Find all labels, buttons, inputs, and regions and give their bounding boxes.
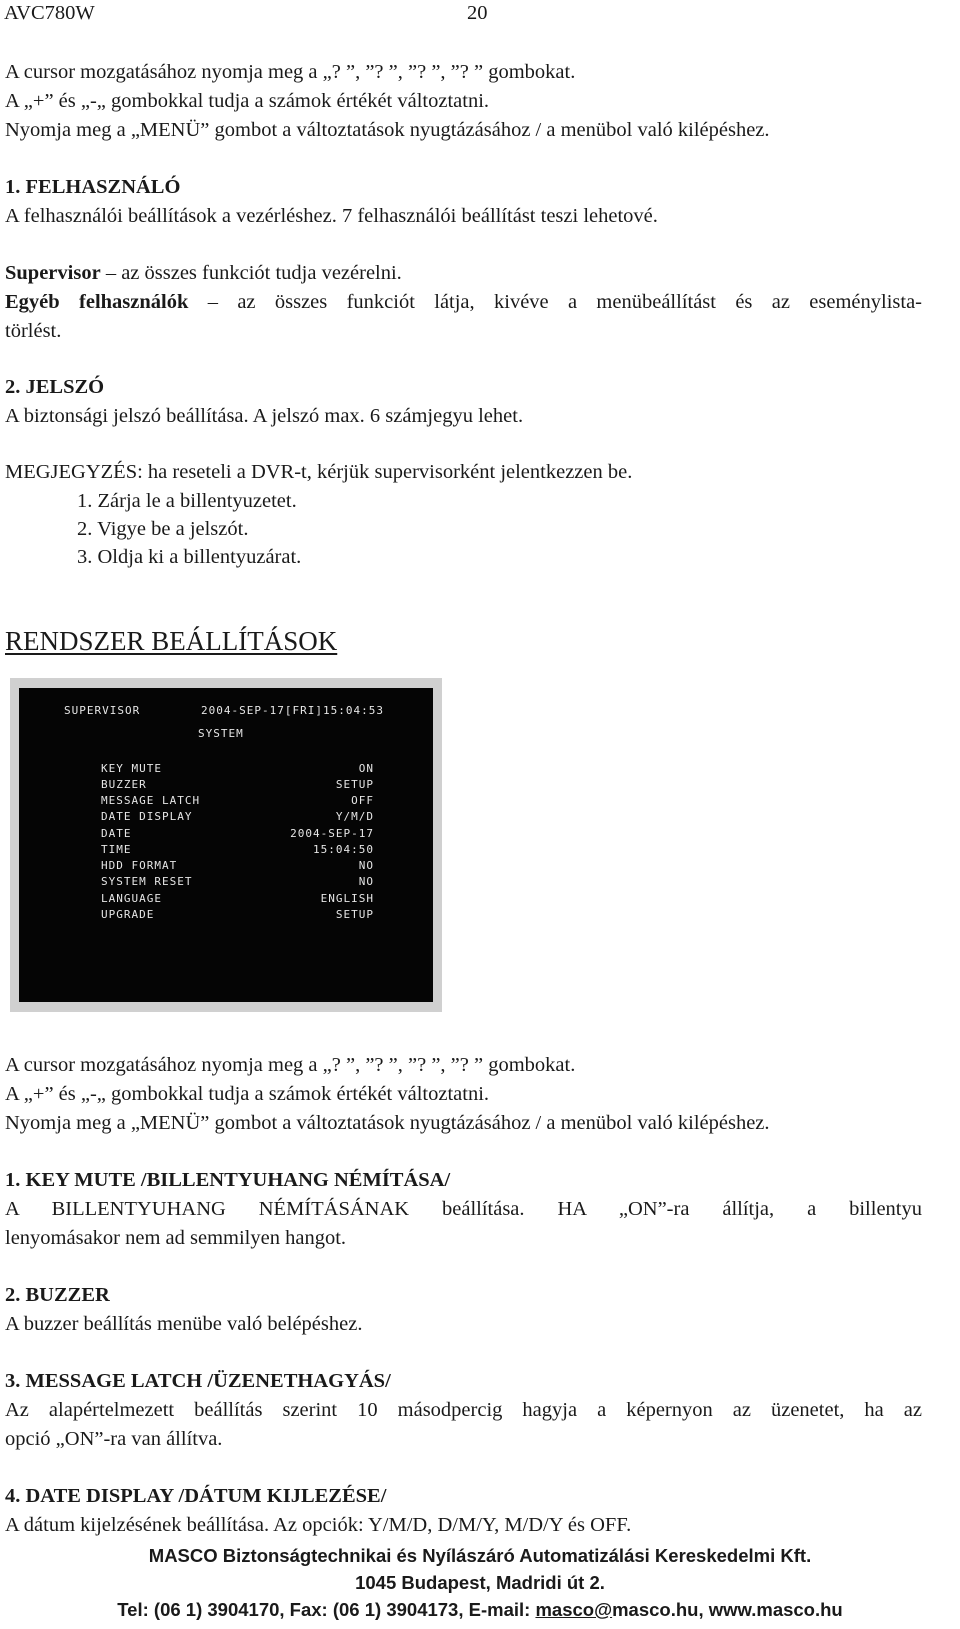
value-instruction: A „+” és „-„ gombokkal tudja a számok értékét változtatni. bbox=[5, 1083, 490, 1105]
osd-item-label: UPGRADE bbox=[101, 908, 155, 921]
footer-address: 1045 Budapest, Madridi út 2. bbox=[355, 1572, 605, 1593]
osd-menu-title: SYSTEM bbox=[198, 727, 244, 740]
osd-item-label: DATE DISPLAY bbox=[101, 810, 193, 823]
system-settings-heading: RENDSZER BEÁLLÍTÁSOK bbox=[5, 626, 338, 656]
page-number: 20 bbox=[467, 2, 488, 24]
osd-item-value: NO bbox=[358, 859, 374, 872]
user-description: A felhasználói beállítások a vezérléshez. 7 felhasználói beállítást teszi lehetové. bbox=[5, 205, 658, 227]
osd-item-value: Y/M/D bbox=[335, 810, 374, 823]
user-heading: 1. FELHASZNÁLÓ bbox=[5, 176, 181, 198]
message-latch-heading: 3. MESSAGE LATCH /ÜZENETHAGYÁS/ bbox=[5, 1370, 391, 1392]
note-step: 2. Vigye be a jelszót. bbox=[77, 518, 249, 540]
osd-item-value: 15:04:50 bbox=[313, 843, 374, 856]
osd-item-value: NO bbox=[358, 875, 374, 888]
osd-item-label: MESSAGE LATCH bbox=[101, 794, 201, 807]
document-model: AVC780W bbox=[4, 2, 95, 24]
other-users-line bbox=[5, 288, 922, 316]
footer-contact-prefix: Tel: (06 1) 3904170, Fax: (06 1) 3904173, E-mail: bbox=[117, 1599, 536, 1620]
note-step: 3. Oldja ki a billentyuzárat. bbox=[77, 546, 302, 568]
cursor-instruction: A cursor mozgatásához nyomja meg a „? ”, ”? ”, ”? ”, ”? ” gombokat. bbox=[5, 1054, 576, 1076]
menu-instruction: Nyomja meg a „MENÜ” gombot a változtatások nyugtázásához / a menübol való kilépéshez. bbox=[5, 119, 770, 141]
email-link[interactable]: masco@ bbox=[535, 1599, 613, 1620]
osd-item-label: HDD FORMAT bbox=[101, 859, 178, 872]
osd-item-label: BUZZER bbox=[101, 778, 147, 791]
osd-user: SUPERVISOR bbox=[64, 704, 141, 717]
osd-item-label: KEY MUTE bbox=[101, 762, 162, 775]
password-description: A biztonsági jelszó beállítása. A jelszó max. 6 számjegyu lehet. bbox=[5, 405, 524, 427]
osd-screenshot bbox=[10, 678, 442, 1012]
osd-item-value: ON bbox=[358, 762, 374, 775]
date-display-description: A dátum kijelzésének beállítása. Az opciók: Y/M/D, D/M/Y, M/D/Y és OFF. bbox=[5, 1514, 632, 1536]
message-latch-description: Az alapértelmezett beállítás szerint 10 másodpercig hagyja a képernyon az üzenetet, ha az bbox=[5, 1399, 922, 1421]
osd-item-label: SYSTEM RESET bbox=[101, 875, 193, 888]
osd-item-value: 2004-SEP-17 bbox=[290, 827, 374, 840]
footer-contact-suffix: masco.hu, www.masco.hu bbox=[612, 1599, 843, 1620]
other-users-term: Egyéb felhasználók bbox=[5, 291, 189, 313]
osd-item-value: SETUP bbox=[335, 908, 374, 921]
password-heading: 2. JELSZÓ bbox=[5, 376, 105, 398]
supervisor-term: Supervisor bbox=[5, 262, 101, 284]
osd-item-value: OFF bbox=[351, 794, 374, 807]
osd-item-label: LANGUAGE bbox=[101, 892, 162, 905]
osd-item-label: DATE bbox=[101, 827, 132, 840]
osd-item-value: SETUP bbox=[335, 778, 374, 791]
footer-company: MASCO Biztonságtechnikai és Nyílászáró Automatizálási Kereskedelmi Kft. bbox=[148, 1545, 812, 1566]
buzzer-description: A buzzer beállítás menübe való belépéshez. bbox=[5, 1313, 363, 1335]
key-mute-description-cont: lenyomásakor nem ad semmilyen hangot. bbox=[5, 1227, 347, 1249]
key-mute-heading: 1. KEY MUTE /BILLENTYUHANG NÉMÍTÁSA/ bbox=[5, 1169, 451, 1191]
buzzer-heading: 2. BUZZER bbox=[5, 1284, 110, 1306]
supervisor-desc: – az összes funkciót tudja vezérelni. bbox=[100, 262, 402, 284]
key-mute-description: A BILLENTYUHANG NÉMÍTÁSÁNAK beállítása. HA „ON”-ra állítja, a billentyu bbox=[5, 1198, 922, 1220]
footer-contact bbox=[0, 1597, 960, 1622]
reset-note: MEGJEGYZÉS: ha reseteli a DVR-t, kérjük supervisorként jelentkezzen be. bbox=[5, 461, 633, 483]
note-step: 1. Zárja le a billentyuzetet. bbox=[77, 490, 297, 512]
cursor-instruction: A cursor mozgatásához nyomja meg a „? ”, ”? ”, ”? ”, ”? ” gombokat. bbox=[5, 61, 576, 83]
osd-item-label: TIME bbox=[101, 843, 132, 856]
osd-item-value: ENGLISH bbox=[320, 892, 374, 905]
supervisor-line bbox=[5, 259, 402, 287]
value-instruction: A „+” és „-„ gombokkal tudja a számok értékét változtatni. bbox=[5, 90, 490, 112]
menu-instruction: Nyomja meg a „MENÜ” gombot a változtatások nyugtázásához / a menübol való kilépéshez. bbox=[5, 1112, 770, 1134]
other-users-desc: – az összes funkciót látja, kivéve a menübeállítást és az eseménylista- bbox=[188, 291, 922, 313]
other-users-desc-cont: törlést. bbox=[5, 320, 62, 342]
osd-datetime: 2004-SEP-17[FRI]15:04:53 bbox=[201, 704, 384, 717]
date-display-heading: 4. DATE DISPLAY /DÁTUM KIJLEZÉSE/ bbox=[5, 1485, 387, 1507]
message-latch-description-cont: opció „ON”-ra van állítva. bbox=[5, 1428, 223, 1450]
osd-screen bbox=[19, 688, 433, 1002]
